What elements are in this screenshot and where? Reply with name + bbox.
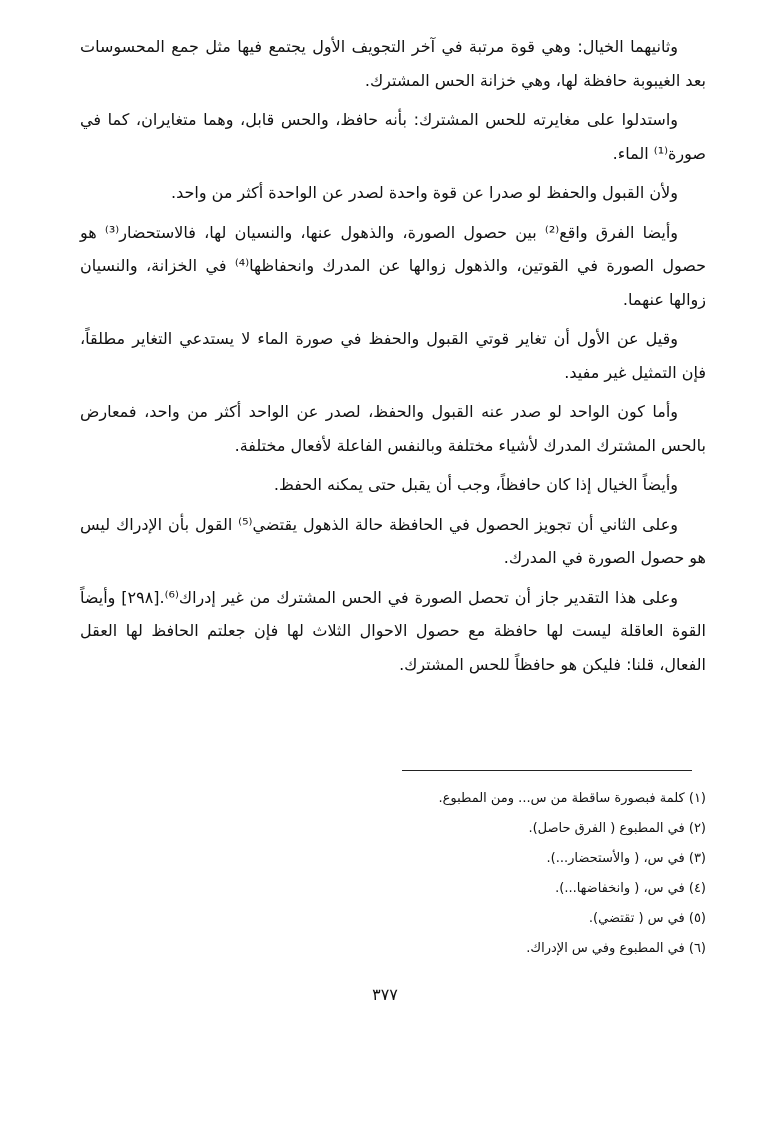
paragraph: ولأن القبول والحفظ لو صدرا عن قوة واحدة لصدر عن الواحدة أكثر من واحد. — [171, 183, 678, 202]
main-text — [80, 30, 706, 687]
footnote: (٢) في المطبوع ( الفرق حاصل). — [528, 821, 706, 836]
paragraph: وعلى الثاني أن تجويز الحصول في الحافظة حالة الذهول يقتضي⁽⁵⁾ القول بأن الإدراك ليس هو حصول الصورة في المدرك. — [80, 514, 706, 567]
paragraph: وثانيهما الخيال: وهي قوة مرتبة في آخر التجويف الأول يجتمع فيها مثل جمع المحسوسات بعد الغيبوبة حافظة لها، وهي خزانة الحس المشترك. — [80, 37, 706, 90]
footnote: (١) كلمة فبصورة ساقطة من س... ومن المطبوع. — [438, 791, 706, 806]
paragraph: وعلى هذا التقدير جاز أن تحصل الصورة في الحس المشترك من غير إدراك⁽⁶⁾.[٢٩٨] وأيضاً القوة العاقلة ليست لها حافظة مع حصول الاحوال الثلاث لها فإن جعلتم الحافظ لها العقل الفعال، قلنا: فليكن هو حافظاً للحس المشترك. — [80, 587, 706, 674]
paragraph: وأيضاً الخيال إذا كان حافظاً، وجب أن يقبل حتى يمكنه الحفظ. — [273, 475, 678, 494]
footnote: (٤) في س، ( وانخفاضها...). — [555, 881, 706, 896]
footnote: (٥) في س ( تقتضي). — [588, 911, 706, 926]
page-number: ٣٧٧ — [372, 985, 398, 1004]
footnotes — [80, 784, 706, 964]
paragraph: وأيضا الفرق واقع⁽²⁾ بين حصول الصورة، والذهول عنها، والنسيان لها، فالاستحضار⁽³⁾ هو حصول الصورة في القوتين، والذهول زوالها عن المدرك وانحفاظها⁽⁴⁾ في الخزانة، والنسيان زوالها عنهما. — [80, 222, 707, 309]
paragraph: واستدلوا على مغايرته للحس المشترك: بأنه حافظ، والحس قابل، وهما متغايران، كما في صورة⁽¹⁾ الماء. — [80, 110, 706, 163]
footnote: (٦) في المطبوع وفي س الإدراك. — [526, 941, 706, 956]
paragraph: وأما كون الواحد لو صدر عنه القبول والحفظ، لصدر عن الواحد أكثر من واحد، فمعارض بالحس المشترك المدرك لأشياء مختلفة وبالنفس الفاعلة لأفعال مختلفة. — [80, 402, 706, 455]
footnote-divider — [402, 770, 692, 771]
footnote: (٣) في س، ( والأستحضار...). — [546, 851, 706, 866]
paragraph: وقيل عن الأول أن تغاير قوتي القبول والحفظ في صورة الماء لا يستدعي التغاير مطلقاً، فإن التمثيل غير مفيد. — [80, 329, 706, 382]
